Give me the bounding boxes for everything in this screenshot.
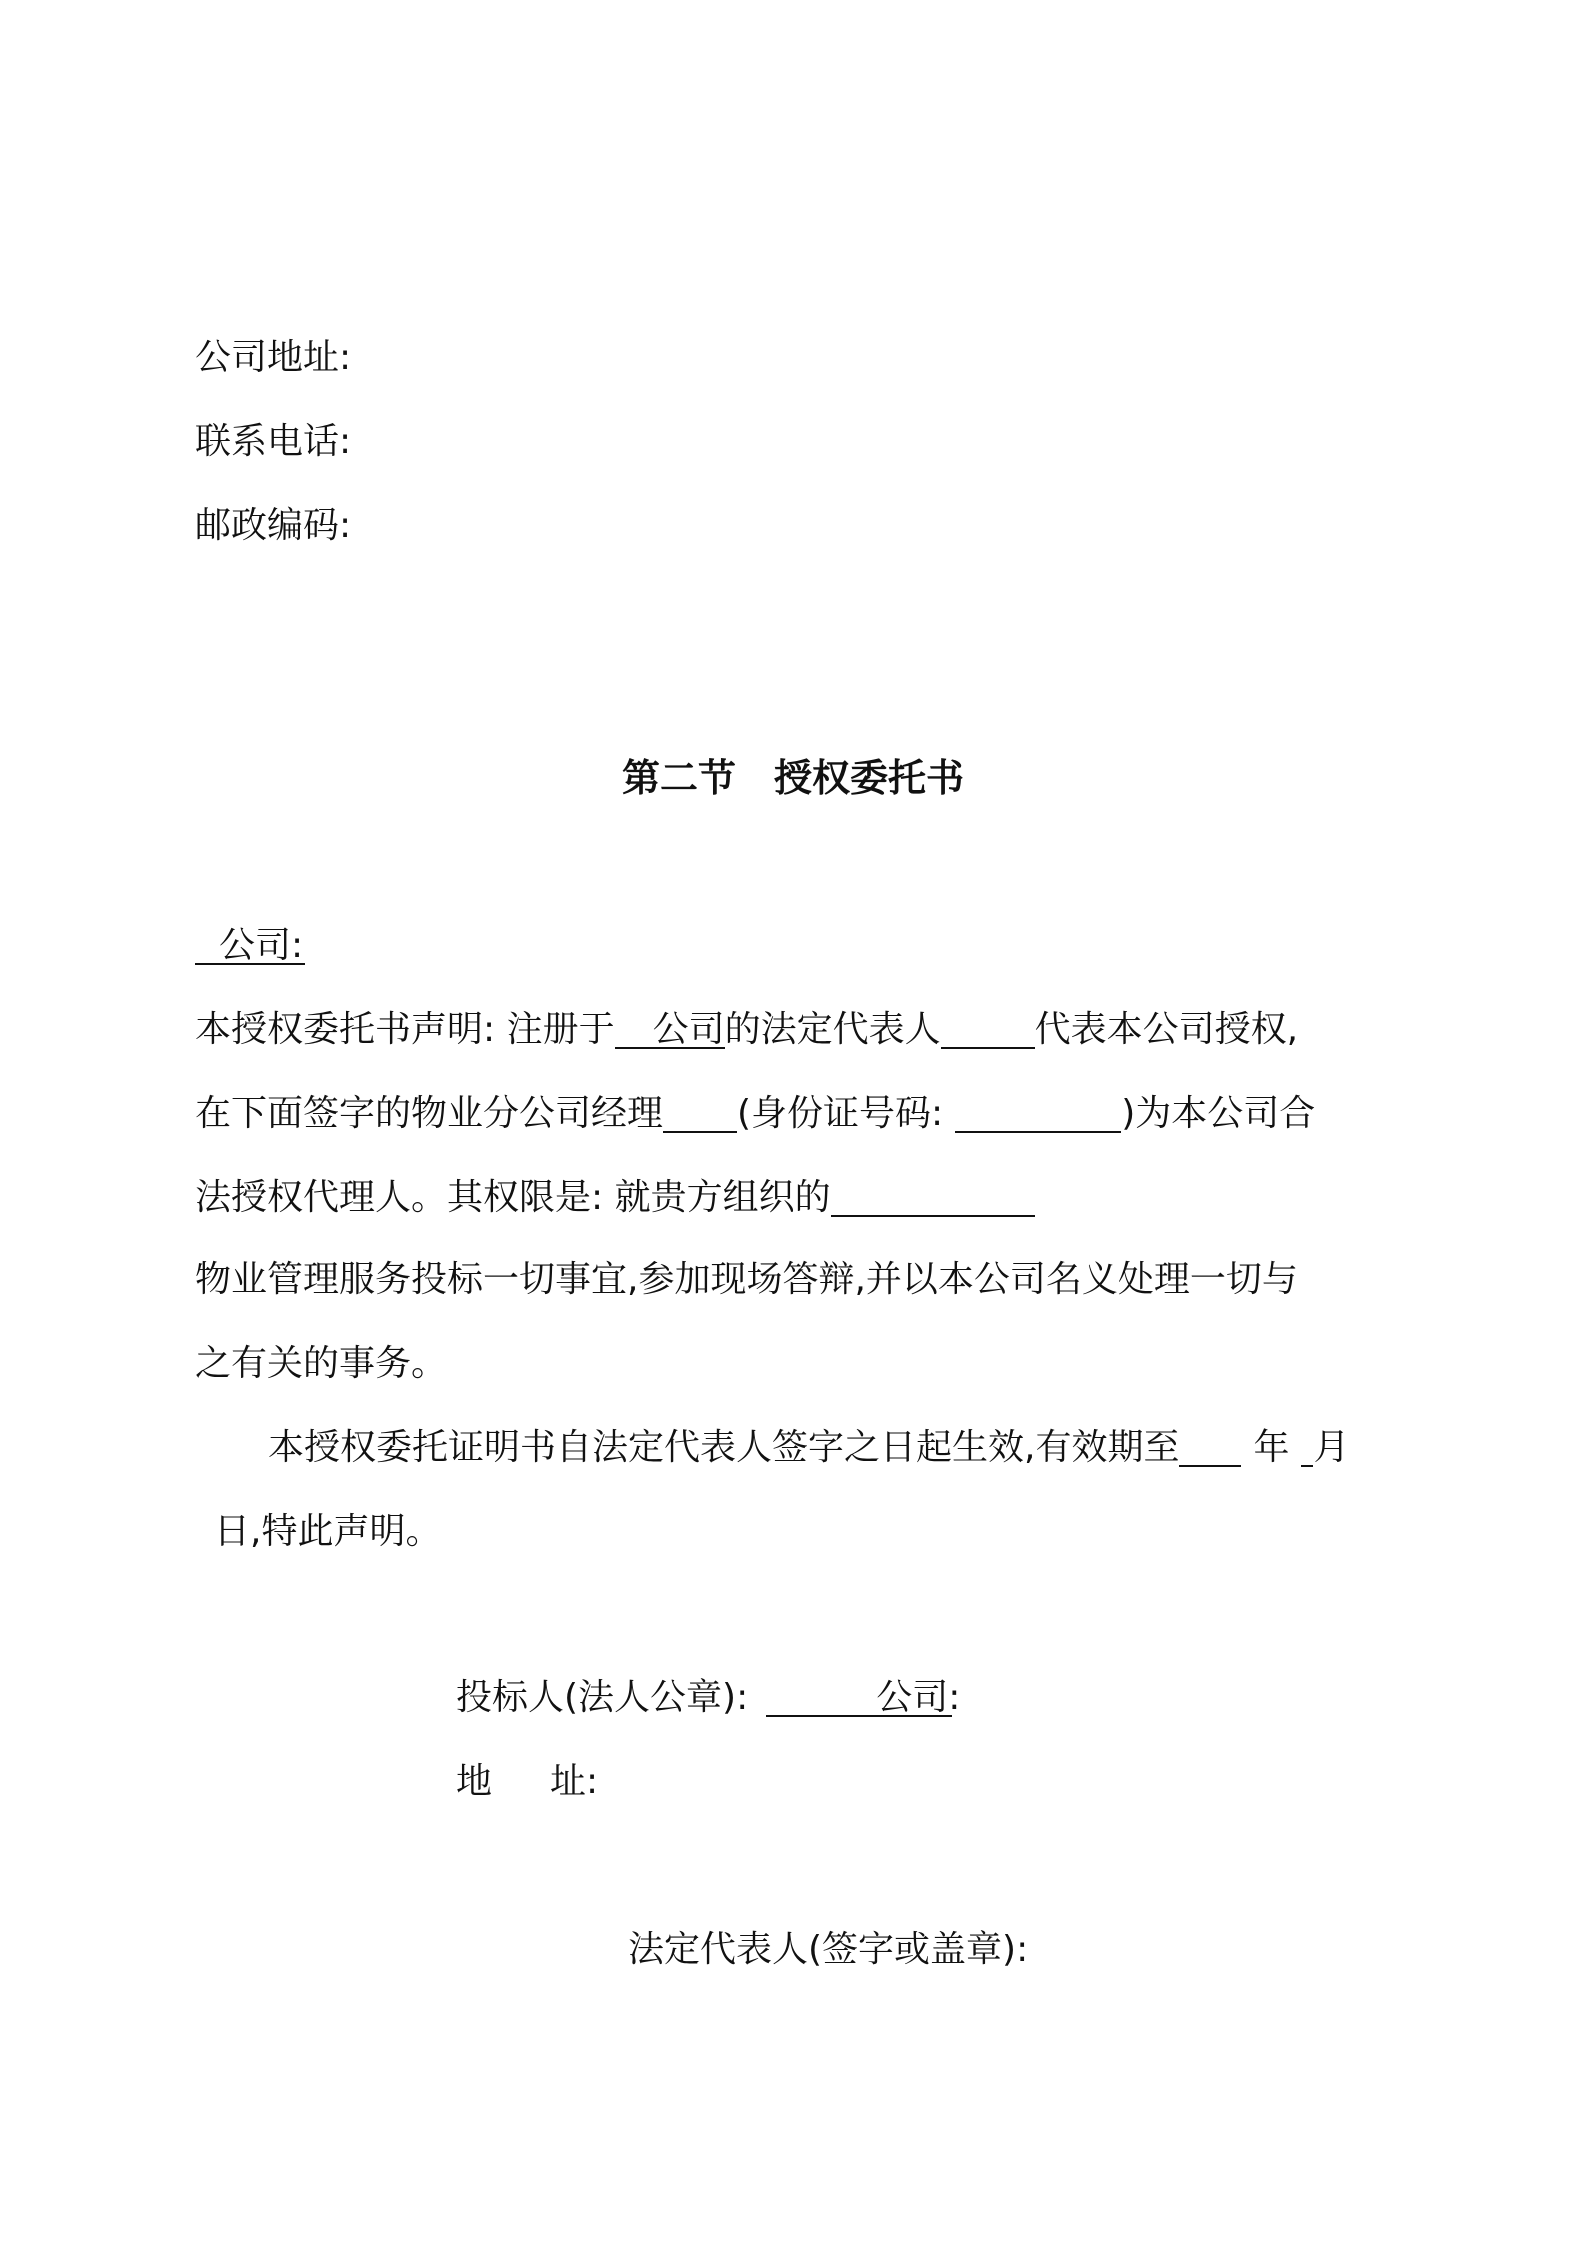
letter-line-2-text-a: 在下面签字的物业分公司经理 [195, 1093, 664, 1134]
address-label-char-2: 址: [550, 1761, 599, 1802]
letter-line-3 [195, 1174, 1035, 1222]
addressee-suffix: 公司: [219, 925, 304, 966]
letter-line-1-text-b: 公司的法定代表人 [652, 1009, 941, 1050]
letter-line-3-text: 法授权代理人。其权限是: 就贵方组织的 [195, 1177, 831, 1218]
letter-line-2 [195, 1090, 1315, 1138]
bidder-suffix: 公司: [876, 1677, 961, 1718]
letter-line-6-text: 本授权委托证明书自法定代表人签字之日起生效,有效期至 [268, 1427, 1180, 1468]
month-blank [1301, 1425, 1313, 1467]
month-label: 月 [1313, 1427, 1350, 1468]
bidder-line [456, 1674, 960, 1722]
letter-line-2-text-c: )为本公司合 [1121, 1093, 1316, 1134]
id-number-blank [955, 1091, 1121, 1133]
section-number: 第二节 [621, 756, 736, 800]
contact-phone-label: 联系电话: [195, 421, 352, 462]
letter-line-1-text-c: 代表本公司授权, [1034, 1009, 1299, 1050]
letter-line-4: 物业管理服务投标一切事宜,参加现场答辩,并以本公司名义处理一切与 [195, 1259, 1298, 1300]
year-blank [1179, 1425, 1241, 1467]
letter-line-6 [268, 1424, 1349, 1472]
company-address-label: 公司地址: [195, 337, 352, 378]
bidder-address-line [456, 1758, 598, 1806]
section-heading: 授权委托书 [774, 756, 965, 800]
year-label: 年 [1253, 1427, 1290, 1468]
bidder-company-blank [766, 1675, 952, 1717]
bidder-label: 投标人(法人公章): [456, 1677, 749, 1718]
legal-rep-signature-label: 法定代表人(签字或盖章): [628, 1929, 1029, 1970]
letter-line-2-text-b: (身份证号码: [737, 1093, 944, 1134]
legal-rep-blank [941, 1007, 1035, 1049]
letter-line-5: 之有关的事务。 [195, 1343, 448, 1384]
letter-line-1-text-a: 本授权委托书声明: 注册于 [195, 1009, 615, 1050]
address-label-char-1: 地 [456, 1761, 493, 1802]
letter-line-1 [195, 1006, 1298, 1054]
postcode-label: 邮政编码: [195, 505, 352, 546]
project-blank [831, 1175, 1035, 1217]
letter-line-7: 日,特此声明。 [214, 1511, 442, 1552]
addressee-line [195, 922, 389, 970]
manager-blank [663, 1091, 737, 1133]
section-title [0, 752, 1586, 804]
